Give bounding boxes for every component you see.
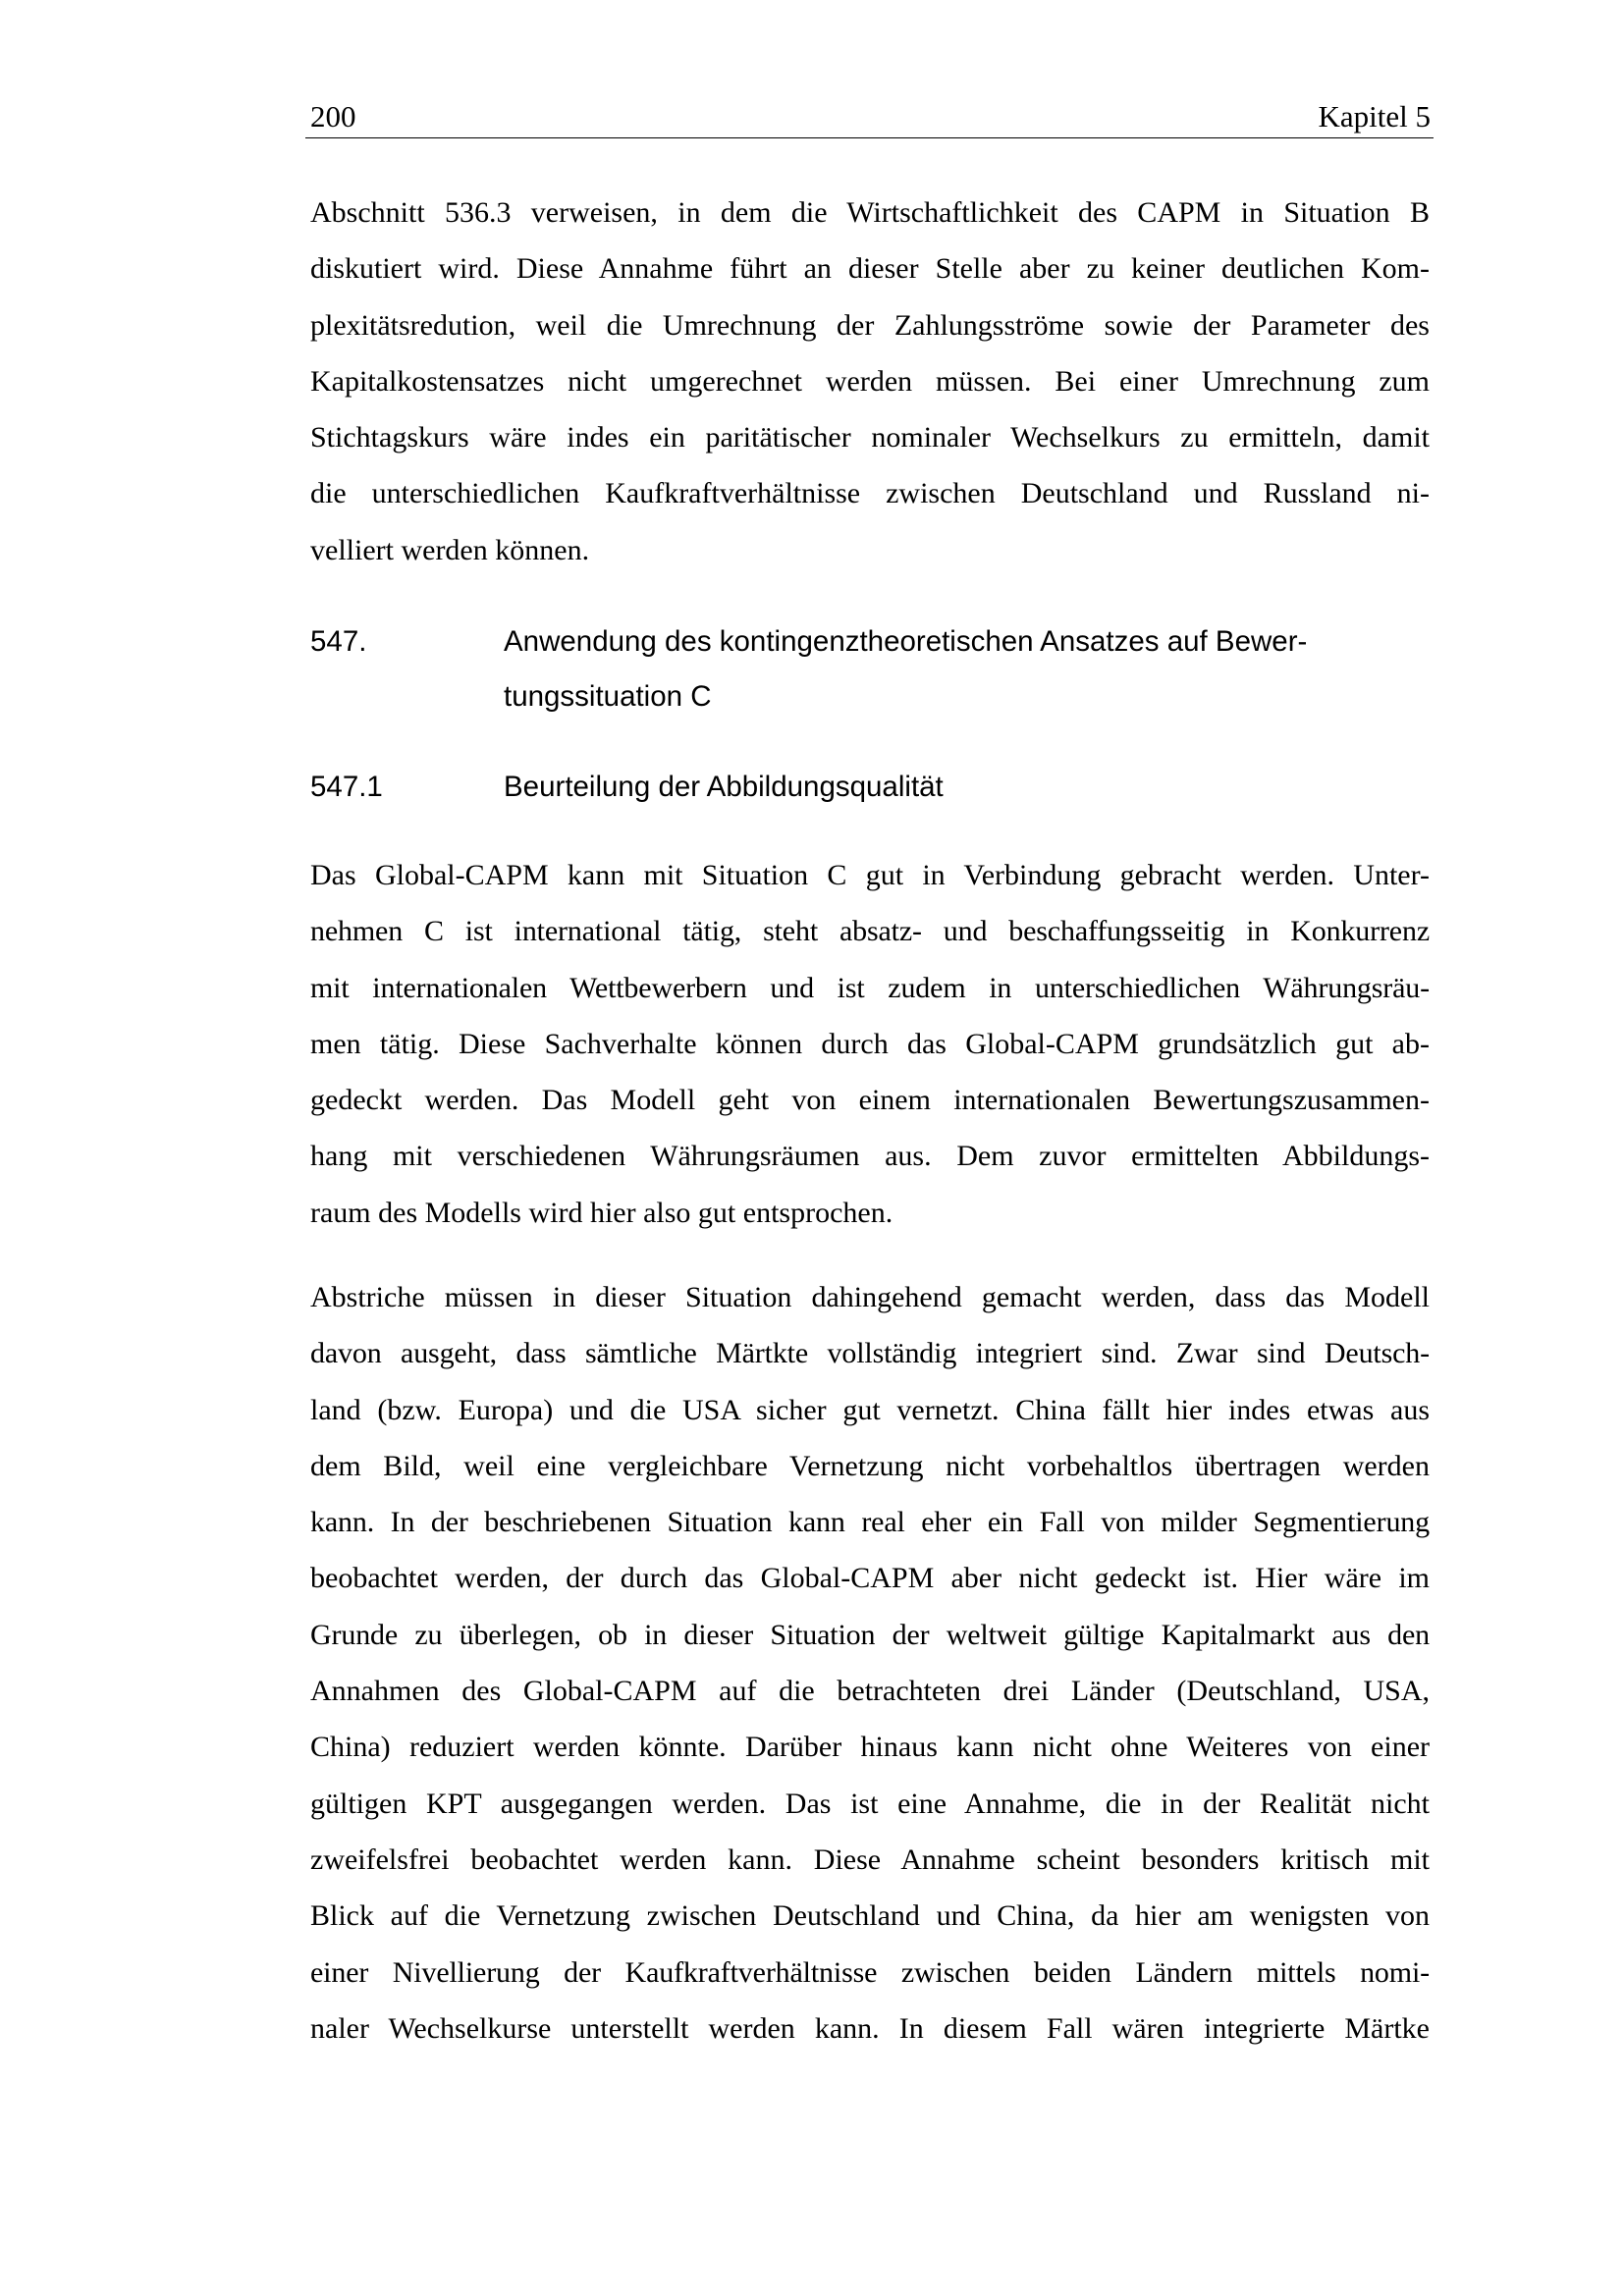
text-line: Blick auf die Vernetzung zwischen Deutschland und China, da hier am wenigsten von [310, 1899, 1430, 1933]
subsection-number: 547.1 [310, 771, 383, 803]
text-line: davon ausgeht, dass sämtliche Märtkte vollständig integriert sind. Zwar sind Deutsch- [310, 1337, 1430, 1370]
text-line: hang mit verschiedenen Währungsräumen aus. Dem zuvor ermittelten Abbildungs- [310, 1140, 1430, 1173]
text-line: China) reduziert werden könnte. Darüber hinaus kann nicht ohne Weiteres von einer [310, 1731, 1430, 1764]
text-line: kann. In der beschriebenen Situation kann real eher ein Fall von milder Segmentierung [310, 1506, 1430, 1539]
text-line: zweifelsfrei beobachtet werden kann. Diese Annahme scheint besonders kritisch mit [310, 1842, 1430, 1876]
text-line: gültigen KPT ausgegangen werden. Das ist eine Annahme, die in der Realität nicht [310, 1787, 1430, 1820]
subsection-title-line: Beurteilung der Abbildungsqualität [504, 771, 944, 803]
paragraph [310, 1269, 1430, 2056]
text-line: nehmen C ist international tätig, steht absatz- und beschaffungsseitig in Konkurrenz [310, 915, 1430, 948]
subsection-heading [310, 760, 1430, 815]
text-line: mit internationalen Wettbewerbern und ist zudem in unterschiedlichen Währungsräu- [310, 971, 1430, 1004]
text-line: Abstriche müssen in dieser Situation dahingehend gemacht werden, dass das Modell [310, 1281, 1430, 1313]
text-line: plexitätsredution, weil die Umrechnung der Zahlungsströme sowie der Parameter des [310, 308, 1430, 342]
section-title [504, 614, 1430, 724]
section-number: 547. [310, 625, 367, 658]
text-line: Stichtagskurs wäre indes ein paritätischer nominaler Wechselkurs zu ermitteln, damit [310, 421, 1430, 454]
paragraph [310, 847, 1430, 1241]
section-title-line: Anwendung des kontingenztheoretischen Ansatzes auf Bewer- [504, 625, 1308, 658]
section-heading [310, 614, 1430, 724]
text-line: Das Global-CAPM kann mit Situation C gut in Verbindung gebracht werden. Unter- [310, 859, 1430, 891]
text-line: einer Nivellierung der Kaufkraftverhältnisse zwischen beiden Ländern mittels nomi- [310, 1955, 1430, 1989]
text-line: men tätig. Diese Sachverhalte können durch das Global-CAPM grundsätzlich gut ab- [310, 1027, 1430, 1060]
text-line: Grunde zu überlegen, ob in dieser Situation der weltweit gültige Kapitalmarkt aus den [310, 1618, 1430, 1651]
chapter-title: Kapitel 5 [1318, 99, 1431, 133]
header-rule [305, 137, 1434, 138]
text-line: diskutiert wird. Diese Annahme führt an dieser Stelle aber zu keiner deutlichen Kom- [310, 252, 1430, 286]
text-line: dem Bild, weil eine vergleichbare Vernetzung nicht vorbehaltlos übertragen werden [310, 1449, 1430, 1482]
running-header [308, 101, 1431, 132]
page-number: 200 [310, 99, 356, 133]
text-line: naler Wechselkurse unterstellt werden kann. In diesem Fall wären integrierte Märtke [310, 2011, 1430, 2045]
text-line: beobachtet werden, der durch das Global-CAPM aber nicht gedeckt ist. Hier wäre im [310, 1562, 1430, 1595]
subsection-title [504, 760, 1430, 815]
paragraph [310, 185, 1430, 578]
text-line: raum des Modells wird hier also gut entsprochen. [310, 1196, 893, 1229]
text-line: die unterschiedlichen Kaufkraftverhältnisse zwischen Deutschland und Russland ni- [310, 477, 1430, 510]
section-title-line: tungssituation C [504, 680, 712, 713]
text-line: land (bzw. Europa) und die USA sicher gut vernetzt. China fällt hier indes etwas aus [310, 1393, 1430, 1426]
text-line: Abschnitt 536.3 verweisen, in dem die Wirtschaftlichkeit des CAPM in Situation B [310, 196, 1430, 229]
text-line: velliert werden können. [310, 533, 590, 566]
text-line: Kapitalkostensatzes nicht umgerechnet werden müssen. Bei einer Umrechnung zum [310, 364, 1430, 398]
text-line: gedeckt werden. Das Modell geht von einem internationalen Bewertungszusammen- [310, 1084, 1430, 1117]
text-line: Annahmen des Global-CAPM auf die betrachteten drei Länder (Deutschland, USA, [310, 1675, 1430, 1708]
